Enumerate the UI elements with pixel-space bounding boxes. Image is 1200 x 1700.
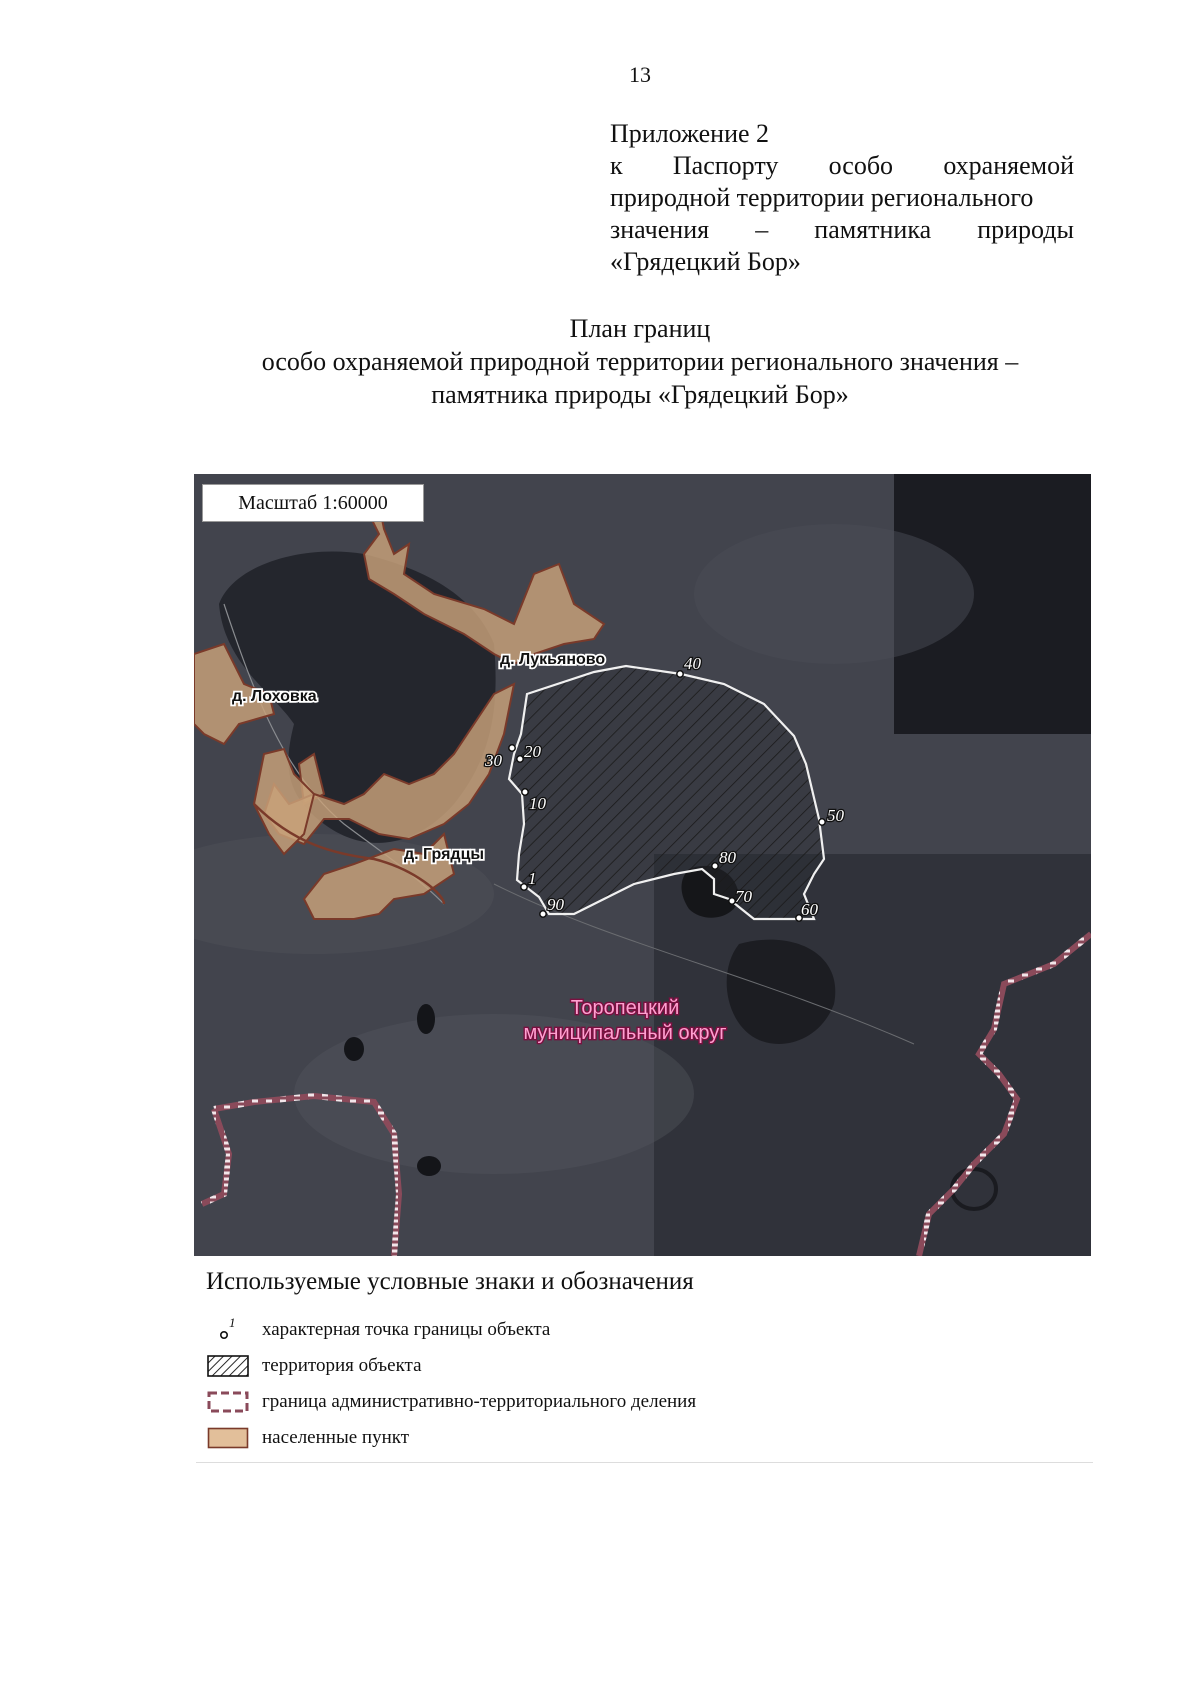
admin-border-icon bbox=[206, 1389, 250, 1415]
boundary-point-icon-number: 1 bbox=[229, 1317, 236, 1330]
appendix-line-4 bbox=[610, 214, 1074, 246]
legend-title: Используемые условные знаки и обозначения bbox=[206, 1268, 694, 1295]
point-label-20: 20 bbox=[524, 742, 541, 761]
page-number: 13 bbox=[629, 62, 651, 87]
settlement-label-gryadtsy: д. Грядцы bbox=[404, 846, 485, 863]
legend-label: характерная точка границы объекта bbox=[262, 1319, 551, 1340]
legend-label: населенные пункт bbox=[262, 1427, 410, 1448]
appendix-word: природы bbox=[977, 215, 1074, 244]
lake bbox=[417, 1004, 435, 1034]
appendix-line-5: «Грядецкий Бор» bbox=[610, 247, 801, 276]
lake bbox=[344, 1037, 364, 1061]
appendix-word: значения bbox=[610, 215, 710, 244]
region-label-line-2: муниципальный округ bbox=[523, 1022, 727, 1044]
divider bbox=[196, 1462, 1093, 1463]
point-label-10: 10 bbox=[529, 794, 546, 813]
point-label-50: 50 bbox=[827, 806, 844, 825]
boundary-point-40 bbox=[677, 671, 683, 677]
boundary-point-50 bbox=[819, 819, 825, 825]
appendix-word: охраняемой bbox=[943, 151, 1074, 180]
legend-label: граница административно-территориального деления bbox=[262, 1391, 697, 1412]
settlement-label-lukyanovo: д. Лукьяново bbox=[500, 651, 606, 668]
appendix-word: к bbox=[610, 151, 623, 180]
appendix-line-3: природной территории регионального bbox=[610, 183, 1034, 212]
legend-item-point bbox=[206, 1312, 696, 1348]
boundary-point-30 bbox=[509, 745, 515, 751]
legend bbox=[206, 1312, 696, 1456]
appendix-word: – bbox=[755, 215, 769, 244]
boundary-map bbox=[194, 474, 1091, 1256]
page-title bbox=[0, 312, 1200, 411]
appendix-line-1: Приложение 2 bbox=[610, 119, 770, 148]
point-label-70: 70 bbox=[735, 887, 752, 906]
map-field bbox=[694, 524, 974, 664]
boundary-point-icon bbox=[206, 1317, 250, 1343]
boundary-point-1 bbox=[521, 884, 527, 890]
point-label-90: 90 bbox=[547, 895, 564, 914]
boundary-point-80 bbox=[712, 863, 718, 869]
appendix-word: памятника bbox=[814, 215, 932, 244]
point-label-80: 80 bbox=[719, 848, 736, 867]
settlement-icon bbox=[206, 1425, 250, 1451]
boundary-point-90 bbox=[540, 911, 546, 917]
map-canvas bbox=[194, 474, 1091, 1256]
settlement-label-lokhovka: д. Лоховка bbox=[232, 688, 317, 705]
legend-label: территория объекта bbox=[262, 1355, 422, 1376]
point-label-40: 40 bbox=[684, 654, 701, 673]
boundary-point-20 bbox=[517, 756, 523, 762]
boundary-point-10 bbox=[522, 789, 528, 795]
legend-item-territory bbox=[206, 1348, 696, 1384]
legend-item-settlement bbox=[206, 1420, 696, 1456]
appendix-line-2 bbox=[610, 150, 1074, 182]
title-line-3: памятника природы «Грядецкий Бор» bbox=[431, 380, 849, 409]
map-scale: Масштаб 1:60000 bbox=[202, 484, 424, 522]
point-label-60: 60 bbox=[801, 900, 818, 919]
appendix-block bbox=[610, 118, 1074, 278]
point-label-30: 30 bbox=[485, 751, 502, 770]
hatch-icon bbox=[206, 1353, 250, 1379]
region-label-line-1: Торопецкий bbox=[570, 997, 680, 1019]
appendix-word: Паспорту bbox=[672, 151, 779, 180]
lake bbox=[417, 1156, 441, 1176]
legend-item-admin-border bbox=[206, 1384, 696, 1420]
title-line-2: особо охраняемой природной территории регионального значения – bbox=[261, 347, 1019, 376]
point-label-1: 1 bbox=[528, 869, 537, 888]
title-line-1: План границ bbox=[569, 314, 711, 343]
appendix-word: особо bbox=[828, 151, 894, 180]
